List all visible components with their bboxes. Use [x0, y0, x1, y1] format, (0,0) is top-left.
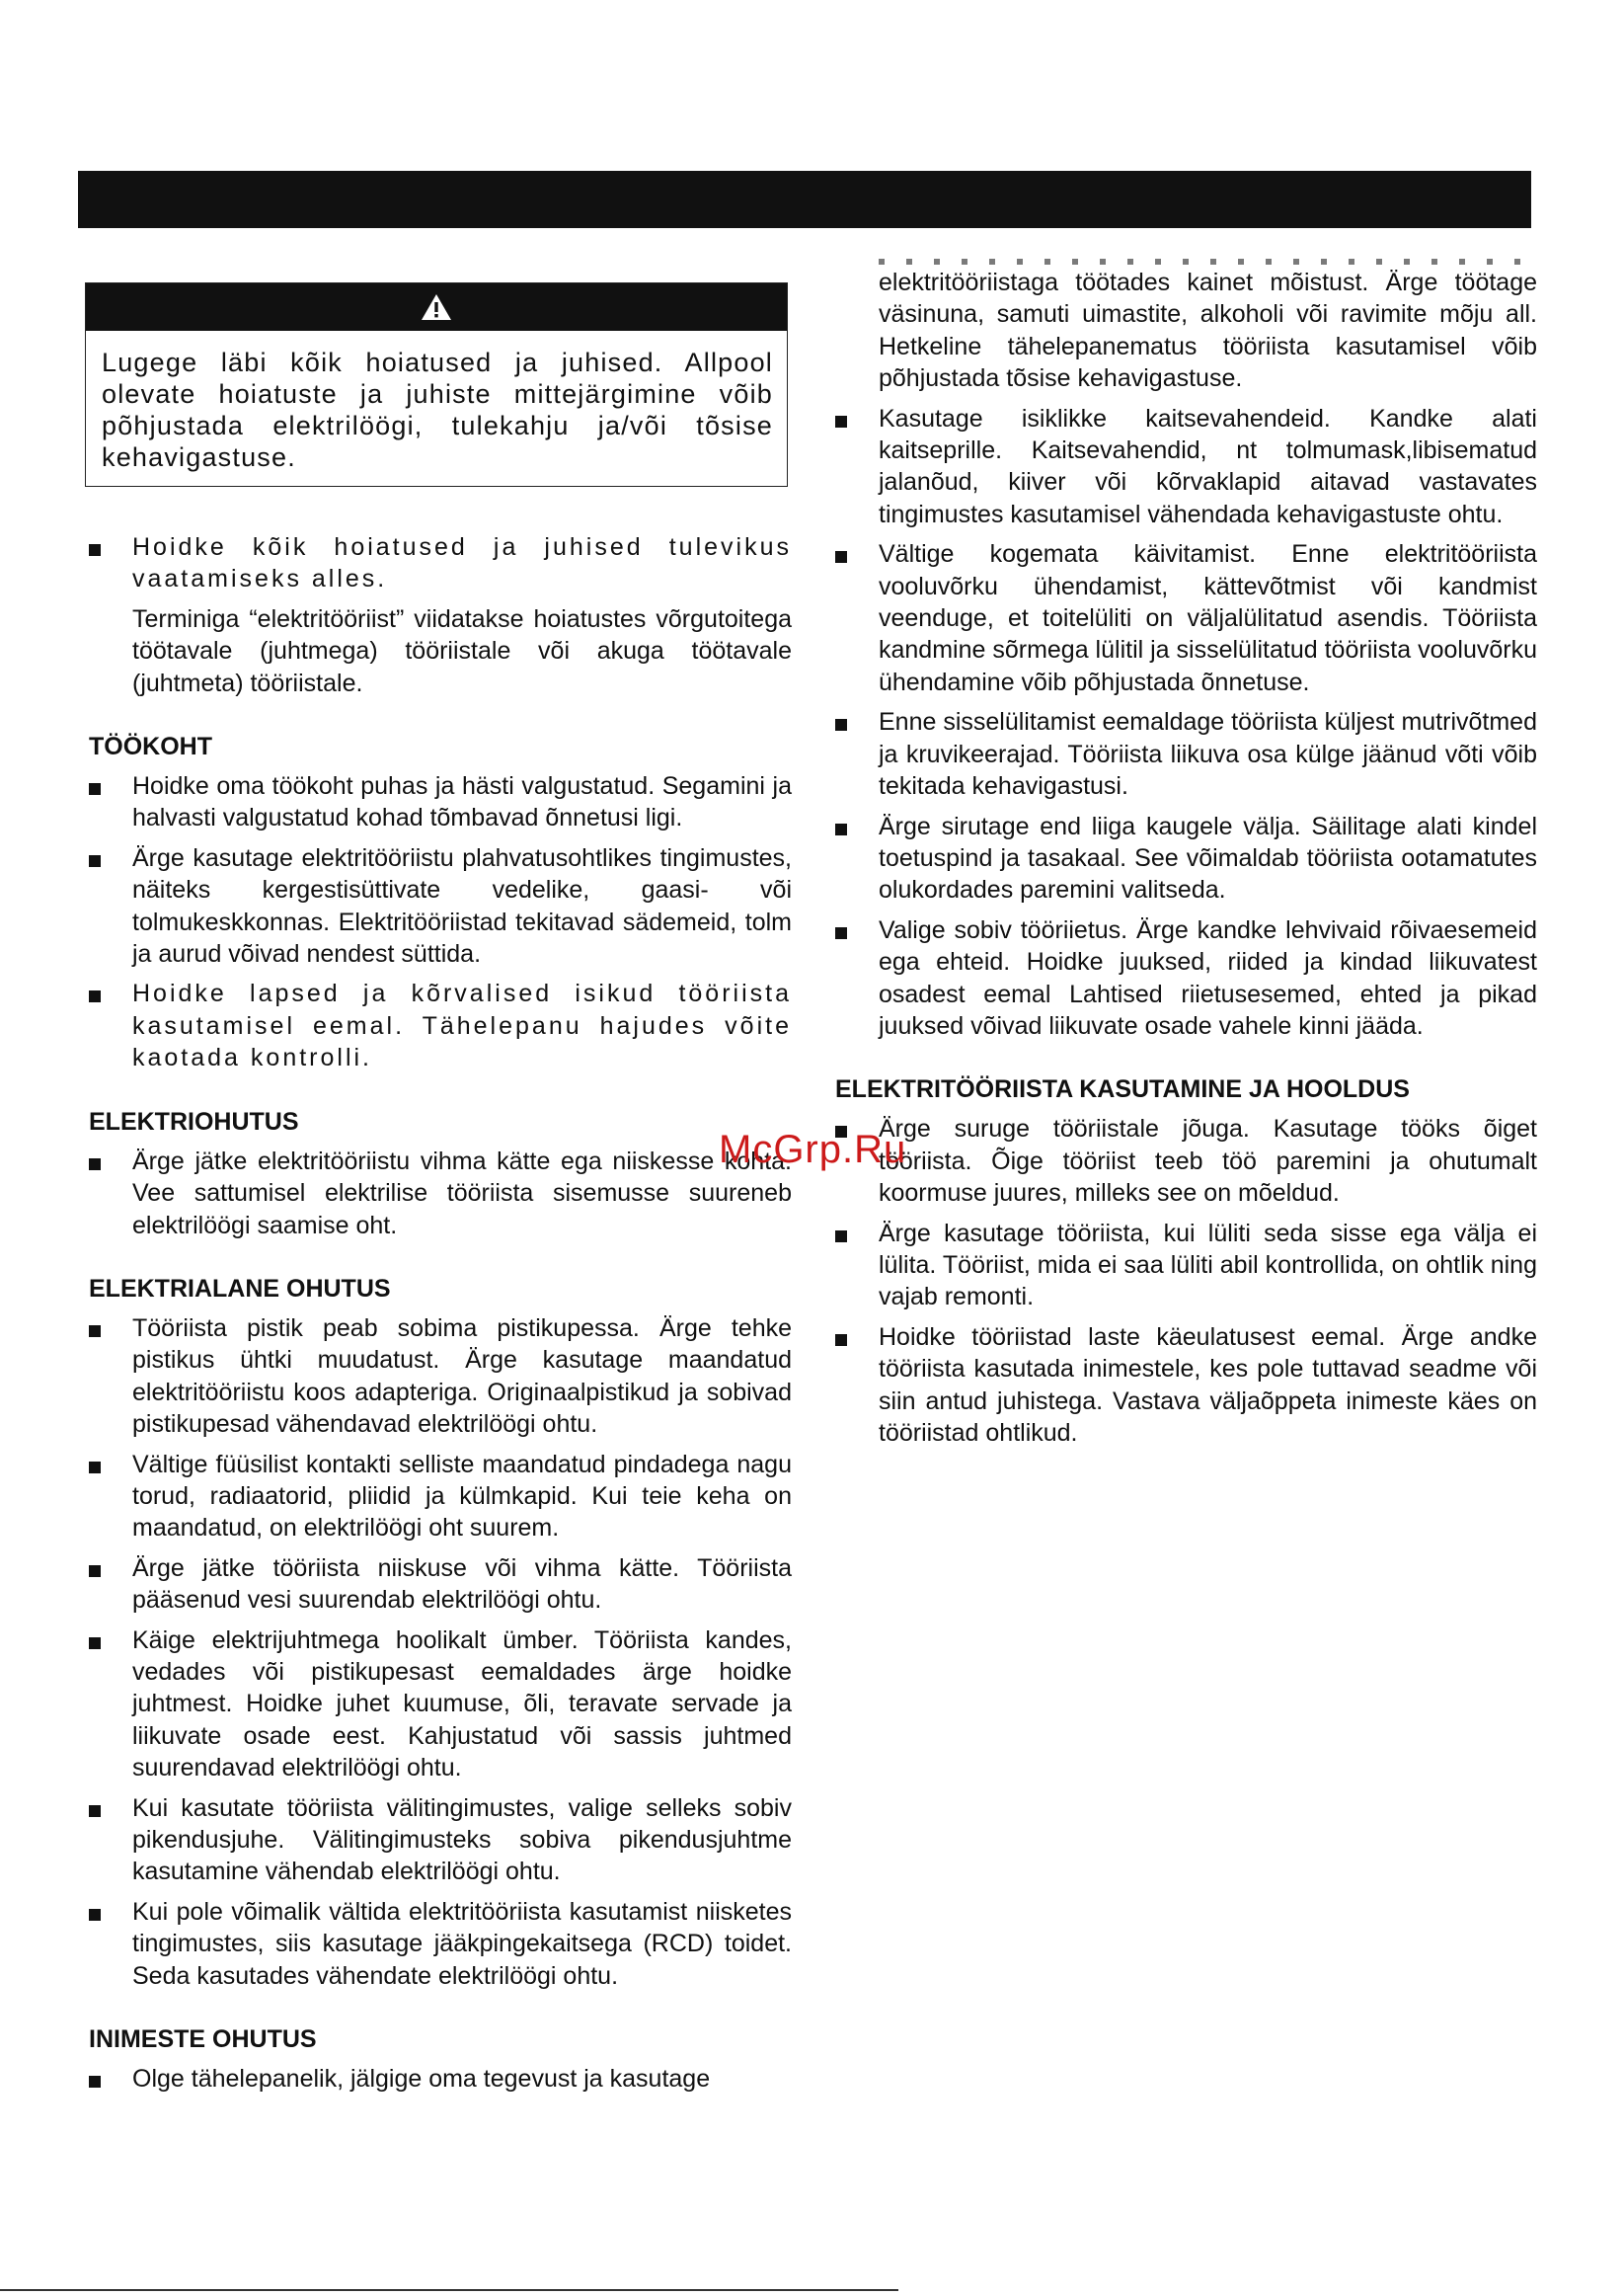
bullet-icon — [89, 783, 101, 795]
section-heading-inimeste: INIMESTE OHUTUS — [89, 2025, 317, 2054]
warning-header — [86, 283, 787, 331]
right-column — [833, 267, 1537, 1457]
warning-triangle-icon — [420, 292, 453, 322]
list-item: Vältige kogemata käivitamist. Enne elektritööriista vooluvõrku ühendamist, kättevõtmist või kandmist veenduge, et toitelüliti on väljalülitatud asendis. Tööriista kandmine sõrmega lülitil ja sisselülitatud tööriista vooluvõrku ühendamine võib põhjustada õnnetuse. — [833, 538, 1537, 698]
paragraph: Terminiga “elektritööriist” viidatakse hoiatustes võrgutoitega töötavale (juhtmega) tööriistale või akuga töötavale (juhtmeta) tööriistale. — [132, 604, 792, 697]
section-heading-elektrialane: ELEKTRIALANE OHUTUS — [89, 1274, 391, 1303]
list-item: Ärge jätke elektritööriistu vihma kätte ega niiskesse kohta. Vee sattumisel elektrilise tööriista sisemusse suureneb elektrilöögi saamise oht. — [87, 1146, 792, 1241]
cut-text-fragment — [879, 259, 1520, 265]
bullet-icon — [89, 1158, 101, 1170]
warning-text: Lugege läbi kõik hoiatused ja juhised. Allpool olevate hoiatuste ja juhiste mittejärgimine võib põhjustada elektrilöögi, tulekahju ja/või tõsise kehavigastuse. — [102, 348, 773, 472]
section-heading-kasutamine: ELEKTRITÖÖRIISTA KASUTAMINE JA HOOLDUS — [835, 1075, 1410, 1104]
list-item: Olge tähelepanelik, jälgige oma tegevust ja kasutage — [87, 2063, 792, 2095]
list-item: Hoidke tööriistad laste käeulatusest eemal. Ärge andke tööriista kasutada inimestele, kes pole tuttavad seadme või siin antud juhistega. Vastava väljaõppeta inimeste käes on tööriistad ohtlikud. — [833, 1321, 1537, 1450]
left-column — [87, 531, 792, 2102]
list-item: Enne sisselülitamist eemaldage tööriista küljest mutrivõtmed ja kruvikeerajad. Tööriista liikuva osa külge jäänud võti võib tekitada kehavigastusi. — [833, 706, 1537, 802]
section-heading-tookoht: TÖÖKOHT — [89, 733, 212, 761]
paragraph: elektritööriistaga töötades kainet mõistust. Ärge töötage väsinuna, samuti uimastite, alkoholi või ravimite mõju all. Hetkeline tähelepanematus tööriista kasutamisel võib põhjustada tõsise kehavigastuse. — [879, 269, 1537, 393]
list-item: Hoidke oma töökoht puhas ja hästi valgustatud. Segamini ja halvasti valgustatud kohad tõmbavad õnnetusi ligi. — [87, 770, 792, 834]
watermark: McGrp.Ru — [719, 1128, 907, 1171]
bullet-icon — [89, 2076, 101, 2088]
bullet-icon — [89, 544, 101, 556]
bullet-icon — [835, 927, 847, 939]
list-item: Kui pole võimalik vältida elektritööriista kasutamist niisketes tingimustes, siis kasutage jääkpingekaitsega (RCD) toidet. Seda kasutades vähendate elektrilöögi ohtu. — [87, 1896, 792, 1992]
bullet-icon — [835, 551, 847, 563]
footer-rule — [0, 2289, 898, 2291]
bullet-icon — [89, 1565, 101, 1577]
bullet-icon — [835, 1334, 847, 1346]
bullet-icon — [89, 855, 101, 867]
list-item: Ärge sirutage end liiga kaugele välja. Säilitage alati kindel toetuspind ja tasakaal. See võimaldab tööriista ootamatutes olukordades paremini valitseda. — [833, 811, 1537, 907]
list-item: Hoidke lapsed ja kõrvalised isikud tööriista kasutamisel eemal. Tähelepanu hajudes võite kaotada kontrolli. — [87, 978, 792, 1073]
bullet-icon — [89, 1909, 101, 1921]
list-item: Kui kasutate tööriista välitingimustes, valige selleks sobiv pikendusjuhe. Välitingimusteks sobiva pikendusjuhtme kasutamine vähendab elektrilöögi ohtu. — [87, 1792, 792, 1888]
list-item: Ärge kasutage elektritööriistu plahvatusohtlikes tingimustes, näiteks kergestisüttivate vedelike, gaasi- või tolmukeskkonnas. Elektritööriistad tekitavad sädemeid, tolm ja aurud võivad nendest süttida. — [87, 842, 792, 971]
list-item: Valige sobiv tööriietus. Ärge kandke lehvivaid rõivaesemeid ega ehteid. Hoidke juuksed, riided ja kindad liikuvatest osadest eemal Lahtised riietusesemed, ehted ja pikad juuksed võivad liikuvate osade vahele kinni jääda. — [833, 914, 1537, 1043]
list-item: Vältige füüsilist kontakti selliste maandatud pindadega nagu torud, radiaatorid, pliidid ja külmkapid. Kui teie keha on maandatud, on elektrilöögi oht suurem. — [87, 1449, 792, 1544]
bullet-icon — [835, 719, 847, 731]
list-item: Ärge kasutage tööriista, kui lüliti seda sisse ega välja ei lülita. Tööriist, mida ei saa lüliti abil kontrollida, on ohtlik ning vajab remonti. — [833, 1218, 1537, 1313]
bullet-icon — [89, 1637, 101, 1649]
list-item: Ärge suruge tööriistale jõuga. Kasutage tööks õiget tööriista. Õige tööriist teeb töö paremini ja ohutumalt koormuse juures, milleks see on mõeldud. — [833, 1113, 1537, 1209]
bullet-icon — [89, 1462, 101, 1473]
list-item: Ärge jätke tööriista niiskuse või vihma kätte. Tööriista pääsenud vesi suurendab elektrilöögi ohtu. — [87, 1552, 792, 1617]
bullet-icon — [835, 416, 847, 428]
list-item: Käige elektrijuhtmega hoolikalt ümber. Tööriista kandes, vedades või pistikupesast eemaldades ärge hoidke juhtmest. Hoidke juhet kuumuse, õli, teravate servade ja liikuvate osade eest. Kahjustatud või sassis juhtmed suurendavad elektrilöögi ohtu. — [87, 1624, 792, 1784]
bullet-icon — [89, 1805, 101, 1817]
bullet-icon — [89, 990, 101, 1002]
list-item: Hoidke kõik hoiatused ja juhised tulevikus vaatamiseks alles. — [87, 531, 792, 595]
bullet-icon — [835, 824, 847, 835]
list-item: Kasutage isiklikke kaitsevahendeid. Kandke alati kaitseprille. Kaitsevahendid, nt tolmumask,libisematud jalanõud, kiiver või kõrvaklapid aitavad vastavates tingimustes kasutamisel vähendada kehavigastuste ohtu. — [833, 403, 1537, 531]
bullet-icon — [835, 1230, 847, 1242]
section-heading-elektriohutus: ELEKTRIOHUTUS — [89, 1107, 299, 1136]
bullet-icon — [89, 1325, 101, 1337]
warning-box — [85, 282, 788, 487]
list-item: Tööriista pistik peab sobima pistikupessa. Ärge tehke pistikus ühtki muudatust. Ärge kasutage maandatud elektritööriistu koos adapteriga. Originaalpistikud ja sobivad pistikupesad vähendavad elektrilöögi ohtu. — [87, 1312, 792, 1441]
header-bar — [78, 171, 1531, 228]
